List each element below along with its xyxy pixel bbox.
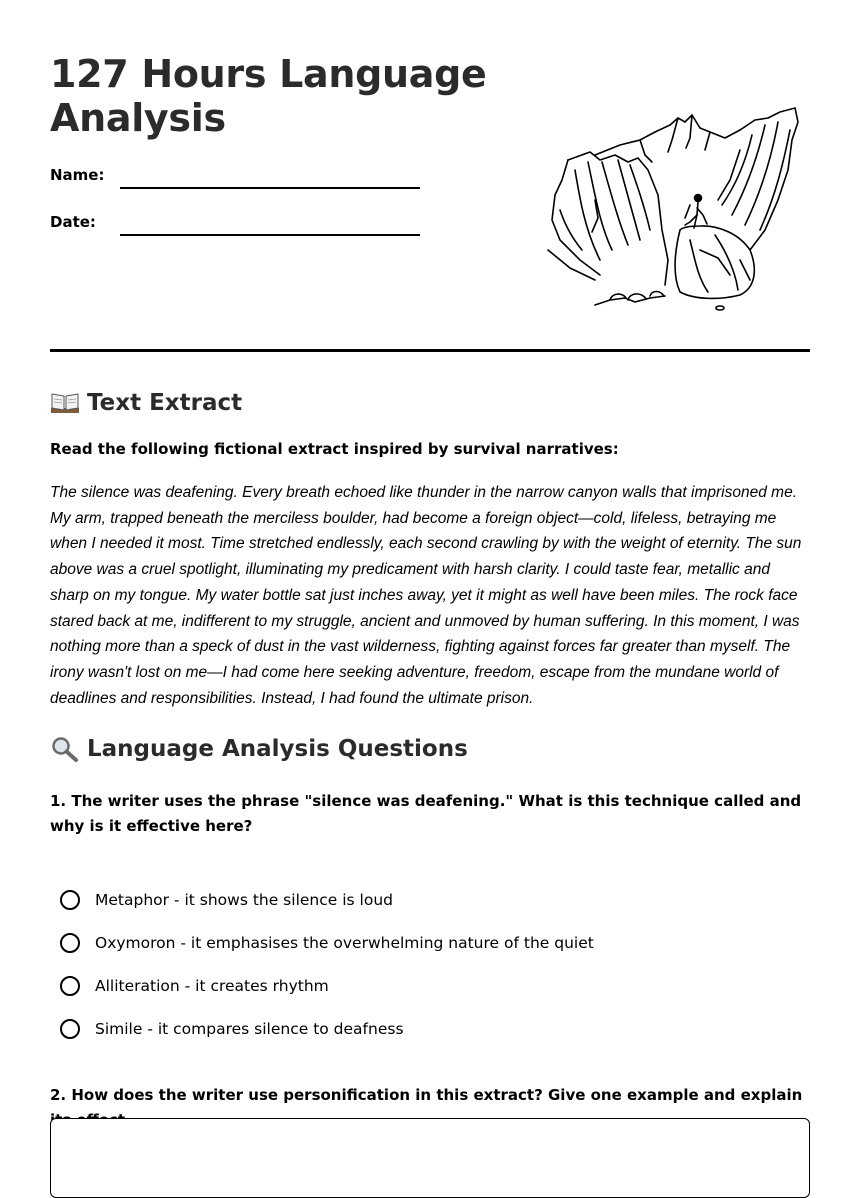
question-2-answer-box[interactable] (50, 1118, 810, 1198)
section-divider (50, 349, 810, 352)
radio-button[interactable] (60, 933, 80, 953)
questions-heading-text: Language Analysis Questions (87, 736, 468, 762)
open-book-icon (50, 390, 80, 416)
canyon-illustration (540, 100, 805, 315)
name-field[interactable] (120, 187, 420, 189)
option-oxymoron[interactable] (60, 921, 594, 964)
text-extract: The silence was deafening. Every breath echoed like thunder in the narrow canyon walls that imprisoned me. My arm, trapped beneath the merciless boulder, had become a foreign object—cold, lifeless, betraying me when I needed it most. Time stretched endlessly, each second crawling by with the weight of eternity. The sun above was a cruel spotlight, illuminating my predicament with harsh clarity. I could taste fear, metallic and sharp on my tongue. My water bottle sat just inches away, yet it might as well have been miles. The rock face stared back at me, indifferent to my struggle, ancient and unmoved by human suffering. In this moment, I was nothing more than a speck of dust in the vast wilderness, fighting against forces far greater than myself. The irony wasn't lost on me—I had come here seeking adventure, freedom, escape from the mundane world of deadlines and responsibilities. Instead, I had found the ultimate prison. (50, 484, 802, 707)
date-field[interactable] (120, 234, 420, 236)
option-label: Simile - it compares silence to deafness (95, 1019, 404, 1038)
option-label: Oxymoron - it emphasises the overwhelming nature of the quiet (95, 933, 594, 952)
extract-instruction: Read the following fictional extract inspired by survival narratives: (50, 440, 619, 458)
extract-heading (50, 390, 242, 416)
magnifier-icon (50, 736, 80, 762)
radio-button[interactable] (60, 976, 80, 996)
name-label: Name: (50, 166, 105, 184)
extract-heading-text: Text Extract (87, 390, 243, 416)
question-1-options (60, 878, 594, 1050)
option-label: Alliteration - it creates rhythm (95, 976, 329, 995)
question-1: 1. The writer uses the phrase "silence was deafening." What is this technique called and why is it effective here? (50, 792, 802, 835)
option-metaphor[interactable] (60, 878, 594, 921)
radio-button[interactable] (60, 1019, 80, 1039)
date-label: Date: (50, 213, 96, 231)
option-simile[interactable] (60, 1007, 594, 1050)
questions-heading (50, 736, 468, 762)
option-label: Metaphor - it shows the silence is loud (95, 890, 393, 909)
page-title: 127 Hours Language Analysis (50, 52, 487, 140)
radio-button[interactable] (60, 890, 80, 910)
option-alliteration[interactable] (60, 964, 594, 1007)
question-2: 2. How does the writer use personification in this extract? Give one example and explain (50, 1086, 803, 1104)
